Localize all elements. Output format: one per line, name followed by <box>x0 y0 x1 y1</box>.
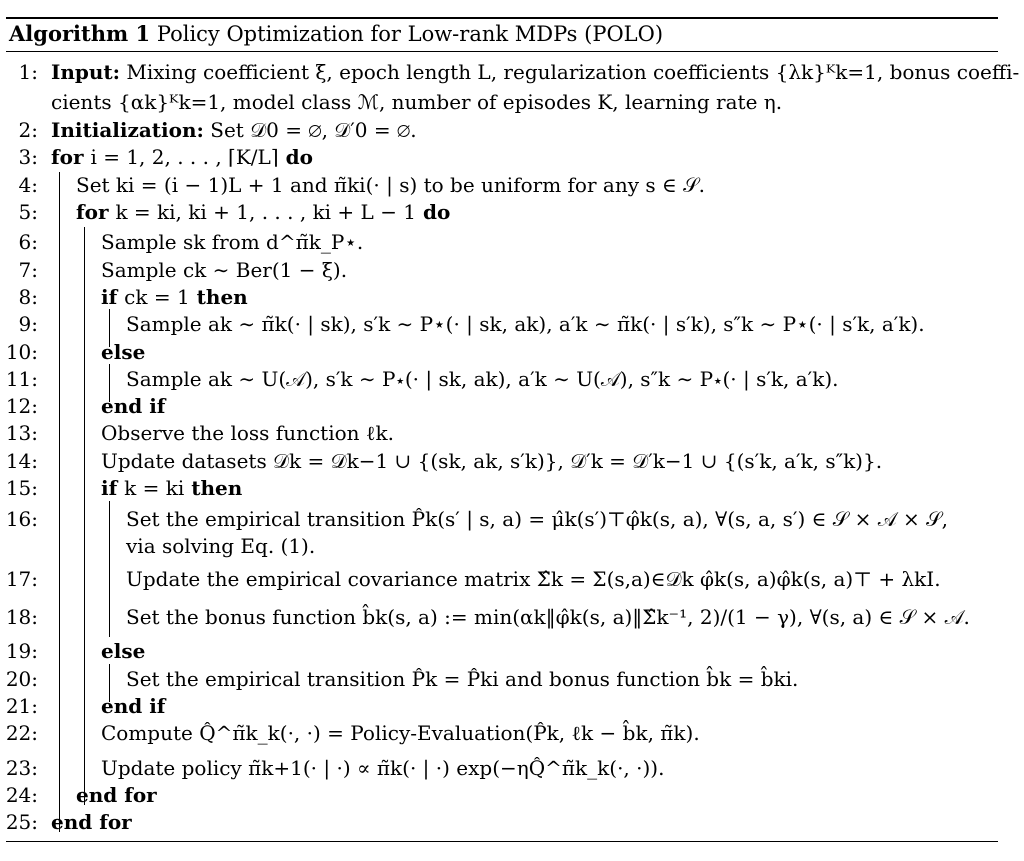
keyword: for <box>76 200 116 224</box>
line-number: 24: <box>5 783 38 807</box>
line-number: 8: <box>18 285 38 309</box>
algorithm-label: Algorithm 1 <box>9 21 151 46</box>
line-number: 22: <box>5 721 38 745</box>
line-text: Sample ak ∼ π̃k(· | sk), s′k ∼ P⋆(· | sk, ak), a′k ∼ π̃k(· | s′k), s″k ∼ P⋆(· | s′k, a′k). <box>126 312 925 336</box>
line-number: 18: <box>5 605 38 629</box>
keyword: if <box>101 285 125 309</box>
line-text: Sample ak ∼ U(𝒜), s′k ∼ P⋆(· | sk, ak), a′k ∼ U(𝒜), s″k ∼ P⋆(· | s′k, a′k). <box>126 367 839 391</box>
line-text: Set the bonus function b̂k(s, a) := min(αk‖φ̂k(s, a)‖Σ̂k⁻¹, 2)/(1 − γ), ∀(s, a) ∈ 𝒮 × 𝒜. <box>126 605 970 629</box>
line-number: 13: <box>5 421 38 445</box>
line-number: 14: <box>5 449 38 473</box>
keyword: else <box>101 639 146 663</box>
line-text: Update the empirical covariance matrix Σ̂k = Σ(s,a)∈𝒟k φ̂k(s, a)φ̂k(s, a)⊤ + λkI. <box>126 567 941 591</box>
line-text: for k = ki, ki + 1, . . . , ki + L − 1 do <box>76 200 451 224</box>
keyword: then <box>189 285 248 309</box>
line-number: 15: <box>5 476 38 500</box>
keyword: end if <box>101 694 166 718</box>
for-k-block-bar <box>84 227 85 805</box>
top-rule <box>6 17 998 19</box>
line-text: Set ki = (i − 1)L + 1 and π̃ki(· | s) to be uniform for any s ∈ 𝒮. <box>76 173 705 197</box>
line-text <box>76 783 157 807</box>
line-number: 10: <box>5 340 38 364</box>
line-number: 11: <box>5 367 38 391</box>
keyword: end if <box>101 394 166 418</box>
line-text: if k = ki then <box>101 476 243 500</box>
line-text: for i = 1, 2, . . . , ⌈K/L⌉ do <box>51 145 313 169</box>
keyword: else <box>101 340 146 364</box>
line-text: Sample sk from d^π̃k_P⋆. <box>101 230 364 254</box>
line-number: 5: <box>18 200 38 224</box>
keyword: do <box>416 200 451 224</box>
line-text: Update datasets 𝒟k = 𝒟k−1 ∪ {(sk, ak, s′k)}, 𝒟′k = 𝒟′k−1 ∪ {(s′k, a′k, s″k)}. <box>101 449 883 473</box>
title-rule <box>6 51 998 52</box>
line-16-cont-text: via solving Eq. (1). <box>126 534 316 558</box>
bottom-rule <box>6 841 998 842</box>
keyword: do <box>278 145 313 169</box>
for-i-block-bar <box>59 172 60 832</box>
line-number: 7: <box>18 258 38 282</box>
line-text: Sample ck ∼ Ber(1 − ξ). <box>101 258 348 282</box>
line-text: Set the empirical transition P̂k(s′ | s, a) = μ̂k(s′)⊤φ̂k(s, a), ∀(s, a, s′) ∈ 𝒮 × 𝒜 × 𝒮, <box>126 507 948 531</box>
line-number: 23: <box>5 756 38 780</box>
line-text: Update policy π̃k+1(· | ·) ∝ π̃k(· | ·) exp(−ηQ̂^π̃k_k(·, ·)). <box>101 756 665 780</box>
line-number: 20: <box>5 667 38 691</box>
line-text: cients {αk}ᴷk=1, model class ℳ, number of episodes K, learning rate η. <box>51 90 783 114</box>
line-text: Set the empirical transition P̂k = P̂ki and bonus function b̂k = b̂ki. <box>126 667 799 691</box>
line-number: 16: <box>5 507 38 531</box>
line-number: 2: <box>18 118 38 142</box>
line-text: if ck = 1 then <box>101 285 248 309</box>
line-text <box>51 810 132 834</box>
keyword: Initialization: <box>51 118 204 142</box>
keyword: then <box>184 476 243 500</box>
line-text: Observe the loss function ℓk. <box>101 421 394 445</box>
line-number: 21: <box>5 694 38 718</box>
line-text <box>101 340 145 364</box>
line-text <box>101 694 165 718</box>
keyword: Input: <box>51 60 121 84</box>
line-number: 17: <box>5 567 38 591</box>
line-number: 12: <box>5 394 38 418</box>
algorithm-name: Policy Optimization for Low-rank MDPs (POLO) <box>156 22 664 46</box>
line-number: 19: <box>5 639 38 663</box>
line-number: 4: <box>18 173 38 197</box>
line-text <box>101 394 165 418</box>
keyword: for <box>51 145 91 169</box>
line-number: 9: <box>18 312 38 336</box>
line-number: 25: <box>5 810 38 834</box>
algorithm-title <box>9 21 663 47</box>
line-text <box>101 639 145 663</box>
line-number: 3: <box>18 145 38 169</box>
line-number: 6: <box>18 230 38 254</box>
line-text: Input: Mixing coefficient ξ, epoch length L, regularization coefficients {λk}ᴷk=1, bonus coeffi- <box>51 60 1020 84</box>
if-ki-block-bar <box>109 501 110 637</box>
keyword: if <box>101 476 125 500</box>
line-text: Initialization: Set 𝒟0 = ∅, 𝒟′0 = ∅. <box>51 118 417 142</box>
line-text: Compute Q̂^π̃k_k(·, ·) = Policy-Evaluation(P̂k, ℓk − b̂k, π̃k). <box>101 721 700 745</box>
line-number: 1: <box>18 60 38 84</box>
line-text <box>126 534 315 558</box>
keyword: end for <box>51 810 132 834</box>
keyword: end for <box>76 783 157 807</box>
